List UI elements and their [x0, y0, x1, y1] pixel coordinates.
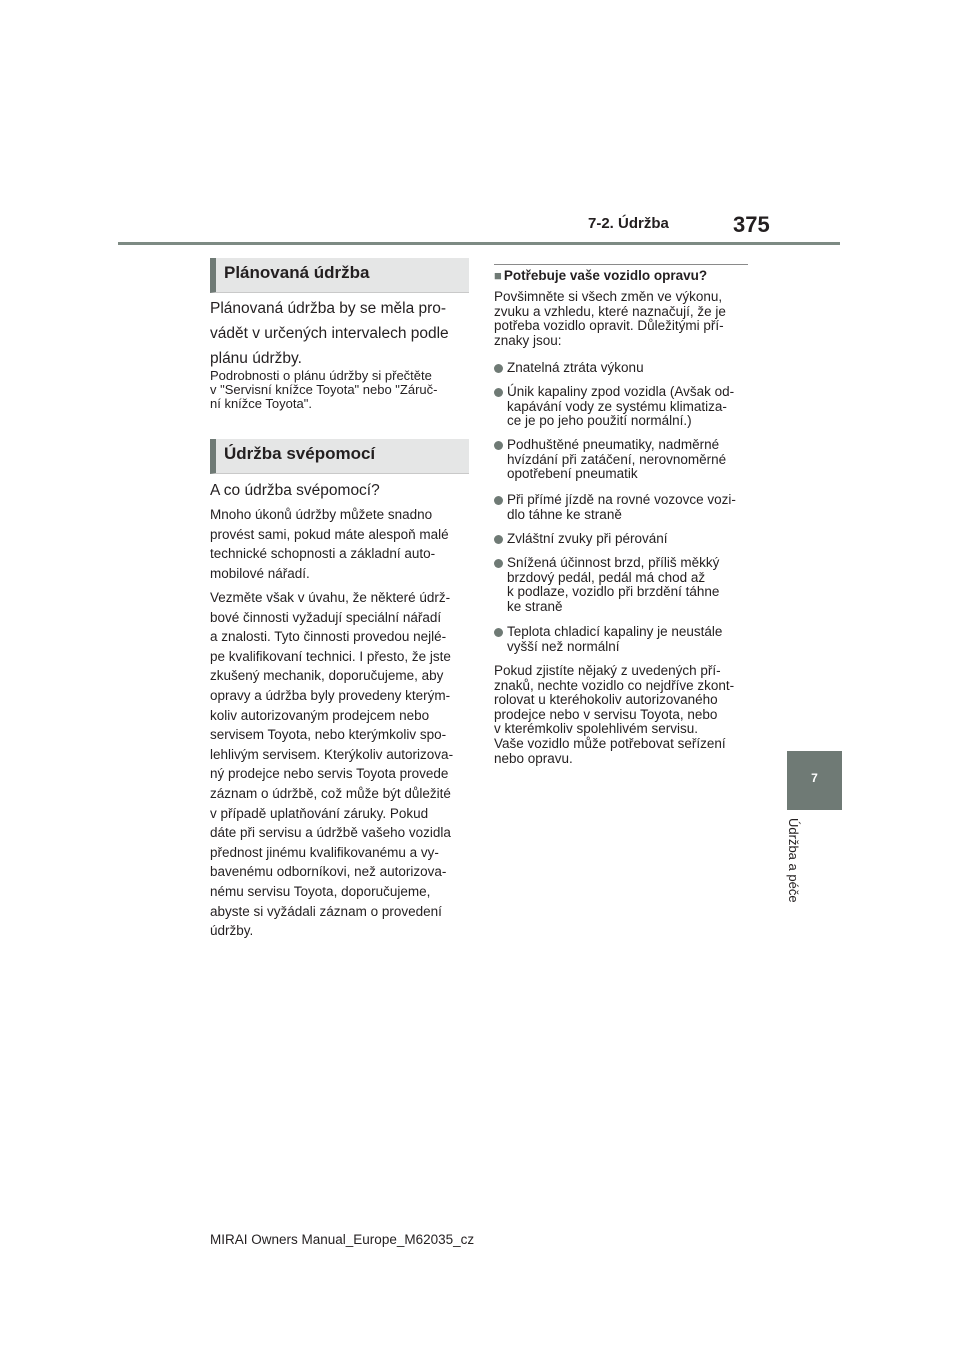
heading-label: Plánovaná údržba: [224, 263, 370, 282]
text-line: potřeba vozidlo opravit. Důležitými pří-: [494, 318, 724, 334]
text-line: mobilové nářadí.: [210, 565, 310, 581]
text-line: Snížená účinnost brzd, příliš měkký: [507, 555, 720, 570]
text-line: dáte při servisu a údržbě vašeho vozidla: [210, 825, 451, 841]
text-line: Při přímé jízdě na rovné vozovce vozi-: [507, 492, 736, 507]
text-line: vyšší než normální: [507, 638, 620, 654]
bullet-dot-icon: [494, 628, 503, 637]
text-line: kapávání vody ze systému klimatiza-: [507, 398, 727, 414]
text-line: znaky jsou:: [494, 332, 562, 348]
list-item: [494, 361, 756, 376]
lead-paragraph-1: [210, 296, 472, 371]
subheading-label: Potřebuje vaše vozidlo opravu?: [503, 268, 708, 283]
heading-diy-maintenance: [210, 439, 469, 474]
header-divider: [118, 242, 840, 245]
text-line: k podlaze, vozidlo při brzdění táhne: [507, 584, 720, 600]
text-line: v kterémkoliv spolehlivém servisu.: [494, 721, 699, 737]
text-line: údržby.: [210, 923, 254, 939]
bullet-dot-icon: [494, 441, 503, 450]
text-line: Vezměte však v úvahu, že některé údrž-: [210, 590, 451, 605]
section-title: 7-2. Údržba: [588, 215, 669, 232]
text-line: zvuku a vzhledu, které naznačují, že je: [494, 303, 726, 319]
heading-label: Údržba svépomocí: [224, 444, 376, 463]
text-line: lehlivým servisem. Kterýkoliv autorizova-: [210, 746, 454, 762]
text-line: opotřebení pneumatik: [507, 466, 638, 482]
text-line: Znatelná ztráta výkonu: [507, 360, 644, 375]
text-line: znaků, nechte vozidlo co nejdříve zkont-: [494, 677, 735, 693]
lead-paragraph-2: A co údržba svépomocí?: [210, 482, 380, 499]
text-line: servisem Toyota, nebo kterýmkoliv spo-: [210, 727, 447, 743]
list-item: [494, 493, 756, 522]
subheading-repair-needed: [494, 264, 748, 283]
bullet-dot-icon: [494, 388, 503, 397]
text-line: ní knížce Toyota".: [210, 396, 312, 411]
text-line: nému servisu Toyota, doporučujeme,: [210, 883, 431, 899]
repair-closing: [494, 664, 756, 766]
text-line: záznam o údržbě, což může být důležité: [210, 785, 451, 801]
bullet-dot-icon: [494, 364, 503, 373]
text-line: rolovat u kteréhokoliv autorizovaného: [494, 692, 718, 708]
text-line: hvízdání při zatáčení, nerovnoměrné: [507, 451, 727, 467]
chapter-label-text: Údržba a péče: [786, 818, 801, 903]
paragraph-qualified-service: [210, 588, 472, 941]
text-line: přednost jinému kvalifikovanému a vy-: [210, 844, 439, 860]
text-line: bové činnosti vyžadují speciální nářadí: [210, 609, 442, 625]
list-item: [494, 625, 756, 654]
text-line: brzdový pedál, pedál má chod až: [507, 569, 706, 585]
text-line: zkušený mechanik, doporučujeme, aby: [210, 668, 444, 684]
text-line: koliv autorizovaným prodejcem nebo: [210, 707, 430, 723]
text-line: provést sami, pokud máte alespoň malé: [210, 526, 449, 542]
text-line: abyste si vyžádali záznam o provedení: [210, 903, 442, 919]
page-number: 375: [733, 212, 770, 237]
text-line: Povšimněte si všech změn ve výkonu,: [494, 289, 723, 304]
text-line: Únik kapaliny zpod vozidla (Avšak od-: [507, 384, 735, 399]
text-line: v případě uplatňování záruky. Pokud: [210, 805, 429, 821]
bullet-dot-icon: [494, 559, 503, 568]
chapter-number: 7: [811, 771, 818, 785]
text-line: Pokud zjistíte nějaký z uvedených pří-: [494, 663, 721, 678]
text-line: technické schopnosti a základní auto-: [210, 546, 436, 562]
text-line: Mnoho úkonů údržby můžete snadno: [210, 507, 433, 522]
paragraph-diy: [210, 505, 472, 583]
schedule-note: [210, 369, 472, 411]
list-item: [494, 385, 756, 429]
list-item: [494, 532, 756, 547]
text-line: vádět v určených intervalech podle: [210, 325, 449, 342]
repair-intro: [494, 290, 756, 348]
footer-manual-title: MIRAI Owners Manual_Europe_M62035_cz: [210, 1232, 475, 1247]
text-line: Podhuštěné pneumatiky, nadměrné: [507, 437, 720, 452]
list-item: [494, 438, 756, 482]
text-line: ce je po jeho použití normální.): [507, 413, 692, 429]
text-line: a znalosti. Tyto činnosti provedou nejlé-: [210, 629, 447, 645]
heading-scheduled-maintenance: [210, 258, 469, 293]
chapter-label: [787, 818, 807, 928]
text-line: Teplota chladicí kapaliny je neustále: [507, 624, 723, 639]
bullet-dot-icon: [494, 496, 503, 505]
text-line: bavenému odborníkovi, než autorizova-: [210, 864, 447, 880]
text-line: Podrobnosti o plánu údržby si přečtěte: [210, 368, 432, 383]
text-line: dlo táhne ke straně: [507, 506, 622, 522]
text-line: ný prodejce nebo servis Toyota provede: [210, 766, 449, 782]
text-line: ke straně: [507, 598, 563, 614]
text-line: nebo opravu.: [494, 750, 573, 766]
text-line: pe kvalifikovaní technici. I přesto, že jste: [210, 648, 451, 664]
text-line: plánu údržby.: [210, 350, 302, 367]
list-item: [494, 556, 756, 614]
text-line: v "Servisní knížce Toyota" nebo "Záruč-: [210, 382, 438, 397]
text-line: Plánovaná údržba by se měla pro-: [210, 300, 447, 317]
text-line: Zvláštní zvuky při pérování: [507, 531, 668, 546]
text-line: Vaše vozidlo může potřebovat seřízení: [494, 735, 726, 751]
bullet-dot-icon: [494, 535, 503, 544]
text-line: prodejce nebo v servisu Toyota, nebo: [494, 706, 718, 722]
square-bullet-icon: ■: [494, 268, 502, 283]
text-line: opravy a údržba byly provedeny kterým-: [210, 687, 451, 703]
